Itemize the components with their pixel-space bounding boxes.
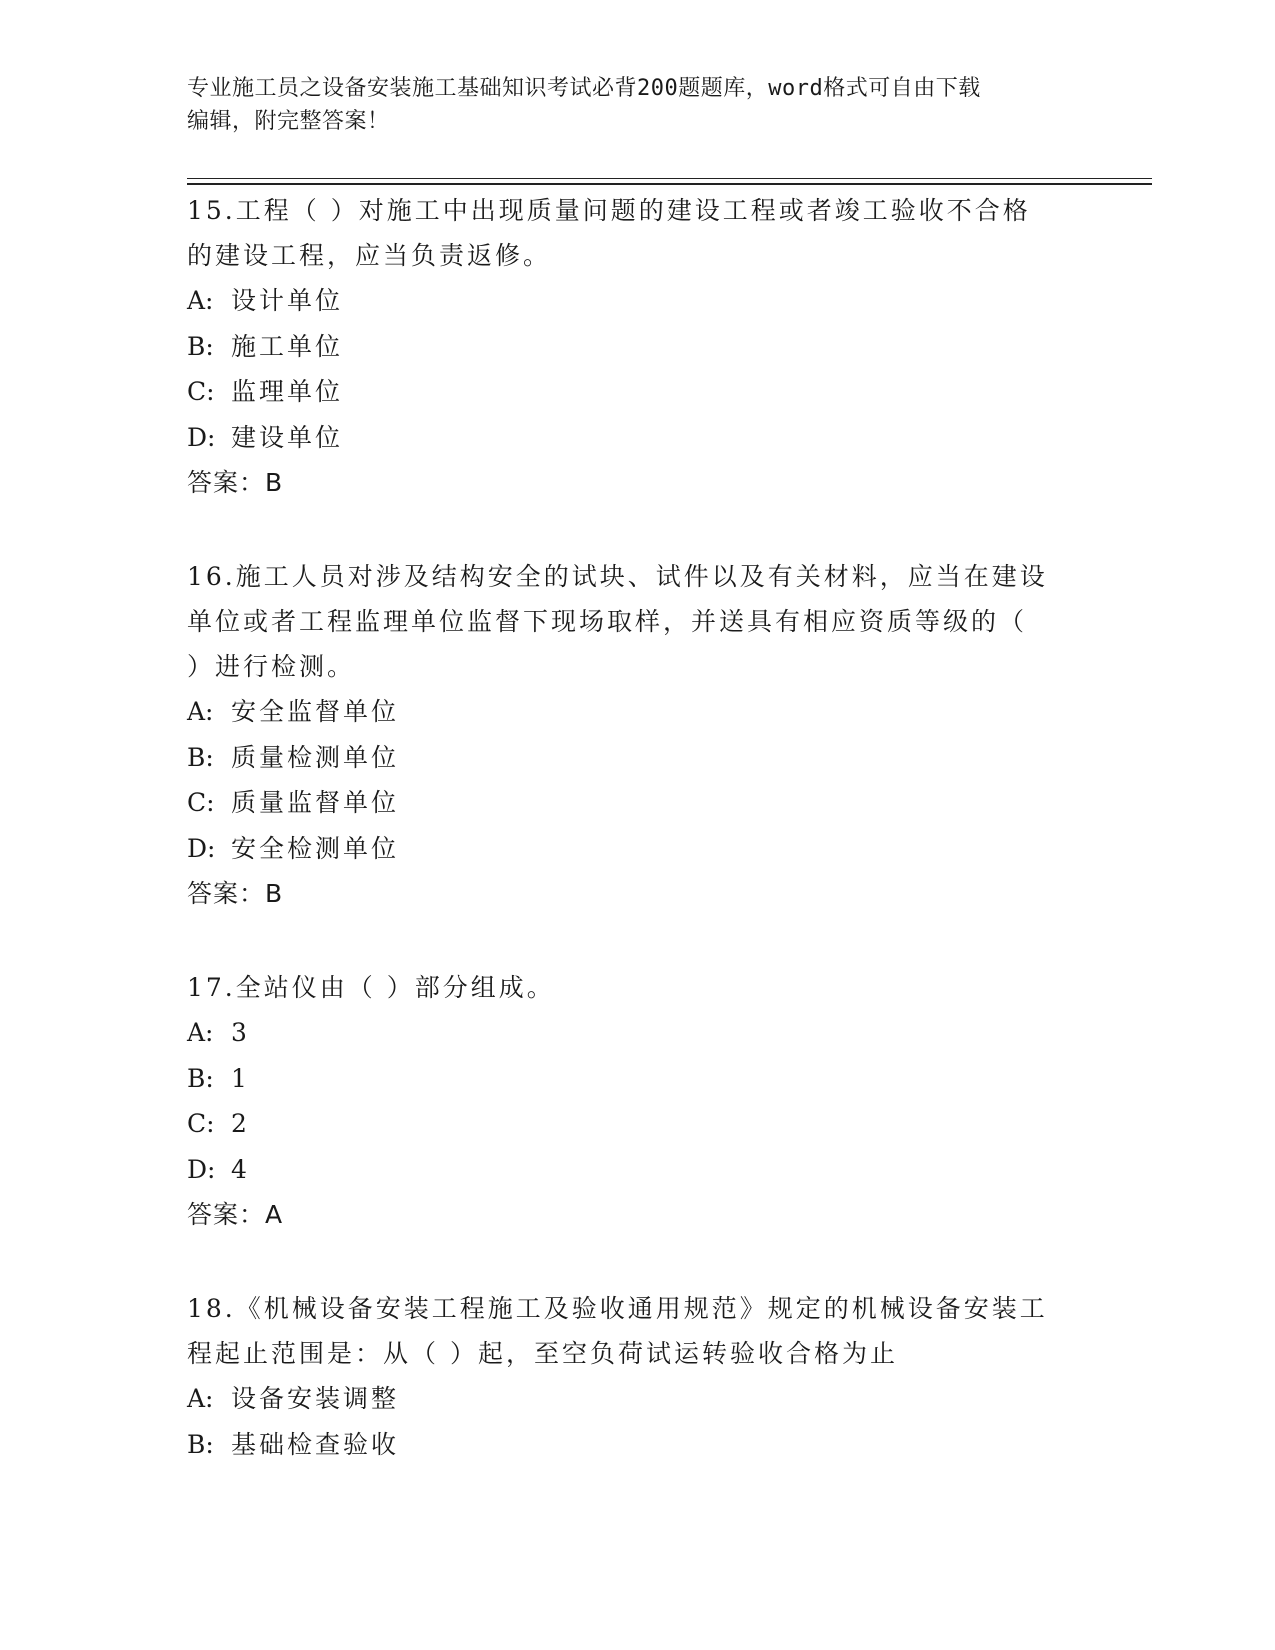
question-text-line: ）进行检测。 bbox=[187, 652, 356, 681]
option-d bbox=[187, 415, 1087, 461]
option-letter: A: bbox=[187, 697, 214, 726]
option-c bbox=[187, 780, 1087, 826]
header-title-line-1: 专业施工员之设备安装施工基础知识考试必背200题题库，word格式可自由下载 bbox=[187, 76, 981, 101]
option-letter: B: bbox=[187, 331, 214, 361]
answer-line: 答案：A bbox=[187, 1200, 284, 1229]
option-letter: A: bbox=[187, 1384, 214, 1413]
question-text-line: 的建设工程，应当负责返修。 bbox=[187, 241, 552, 270]
question-text-line: 16.施工人员对涉及结构安全的试块、试件以及有关材料，应当在建设 bbox=[187, 562, 1048, 591]
option-letter: C: bbox=[187, 377, 215, 406]
question-text-line: 15.工程（ ）对施工中出现质量问题的建设工程或者竣工验收不合格 bbox=[187, 196, 1031, 225]
option-letter: D: bbox=[187, 833, 216, 863]
option-text: 安全监督单位 bbox=[231, 697, 400, 726]
question-text-line: 18.《机械设备安装工程施工及验收通用规范》规定的机械设备安装工 bbox=[187, 1294, 1048, 1323]
option-text: 质量检测单位 bbox=[231, 742, 400, 772]
answer-line: 答案：B bbox=[187, 879, 284, 908]
option-b bbox=[187, 735, 1087, 781]
option-b bbox=[187, 1056, 1087, 1102]
option-letter: C: bbox=[187, 788, 215, 817]
question-text-line: 单位或者工程监理单位监督下现场取样，并送具有相应资质等级的（ bbox=[187, 607, 1028, 636]
answer-line: 答案：B bbox=[187, 468, 284, 497]
option-text: 3 bbox=[231, 1018, 250, 1047]
option-a bbox=[187, 689, 1087, 735]
option-c bbox=[187, 1101, 1087, 1147]
option-a bbox=[187, 278, 1087, 324]
option-a bbox=[187, 1376, 1087, 1422]
document-header bbox=[187, 72, 1087, 138]
option-letter: A: bbox=[187, 286, 214, 315]
question-17 bbox=[187, 965, 1087, 1237]
question-text-line: 17.全站仪由（ ）部分组成。 bbox=[187, 973, 555, 1002]
option-text: 设计单位 bbox=[231, 286, 344, 315]
option-b bbox=[187, 324, 1087, 370]
option-letter: B: bbox=[187, 1429, 214, 1459]
question-16 bbox=[187, 554, 1087, 916]
option-text: 建设单位 bbox=[231, 422, 344, 452]
option-text: 设备安装调整 bbox=[231, 1384, 400, 1413]
option-c bbox=[187, 369, 1087, 415]
option-b bbox=[187, 1422, 1087, 1468]
option-text: 4 bbox=[231, 1154, 250, 1184]
option-d bbox=[187, 1147, 1087, 1193]
option-text: 安全检测单位 bbox=[231, 833, 400, 863]
header-title-line-2: 编辑，附完整答案！ bbox=[187, 109, 390, 134]
option-letter: C: bbox=[187, 1109, 215, 1138]
option-letter: B: bbox=[187, 742, 214, 772]
option-text: 施工单位 bbox=[231, 331, 344, 361]
question-15 bbox=[187, 188, 1087, 505]
option-a bbox=[187, 1010, 1087, 1056]
option-letter: B: bbox=[187, 1063, 214, 1093]
header-divider-thin bbox=[187, 178, 1152, 179]
option-text: 基础检查验收 bbox=[231, 1429, 400, 1459]
option-letter: A: bbox=[187, 1018, 214, 1047]
header-divider-thick bbox=[187, 183, 1152, 185]
question-text-line: 程起止范围是：从（ ）起，至空负荷试运转验收合格为止 bbox=[187, 1339, 898, 1368]
option-text: 1 bbox=[231, 1063, 250, 1093]
option-letter: D: bbox=[187, 422, 216, 452]
question-18 bbox=[187, 1286, 1087, 1467]
option-text: 2 bbox=[231, 1109, 250, 1138]
option-letter: D: bbox=[187, 1154, 216, 1184]
option-text: 质量监督单位 bbox=[231, 788, 400, 817]
option-d bbox=[187, 826, 1087, 872]
option-text: 监理单位 bbox=[231, 377, 344, 406]
